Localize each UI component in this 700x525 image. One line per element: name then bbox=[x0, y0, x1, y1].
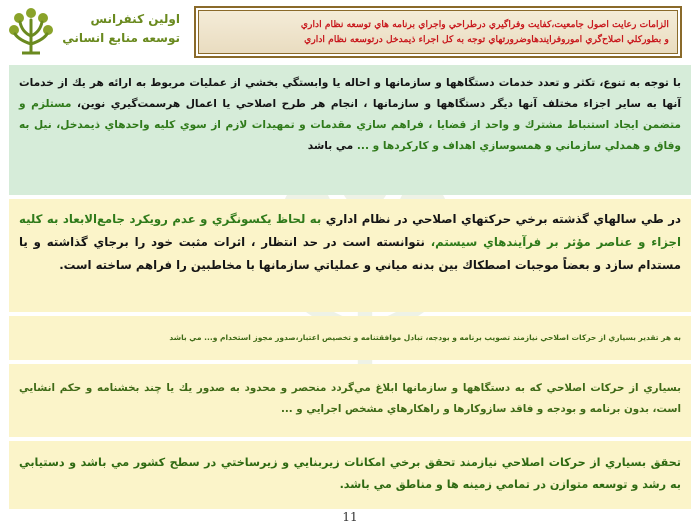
page-number: 11 bbox=[342, 510, 358, 524]
panel2-text-b: به لحاظ يكسونگري و عدم رويكرد جامع‌الابعاد به كليه اجزاء و عناصر مؤثر بر فرآيندهاي سيستم، bbox=[19, 212, 681, 249]
panel5-text: تحقق بسياري از حركات اصلاحي نيازمند تحقق برخي امكانات زيربنايي و زيرساختي در سطح كشور مي باشد و دستيابي به رشد و توسعه متوازن در تمامي زمينه ها و مناطق مي باشد. bbox=[19, 456, 681, 491]
panel1-text-b: مستلزم و متضمن ايجاد استنباط مشترك و واحد از قضايا ، فراهم سازي مقدمات و تمهيدات لازم از سوي كليه واحدهاي ذيمدخل، نيل به وفاق و همدلي سازماني و همسوسازي اهداف و كاركردها و ... bbox=[19, 98, 681, 152]
panel-budget-approval bbox=[9, 316, 691, 360]
tree-logo-icon bbox=[8, 6, 54, 56]
conference-line-2: توسعه منابع انساني bbox=[62, 31, 180, 45]
header bbox=[0, 0, 700, 62]
panel2-text-a: در طي سالهاي گذشته برخي حركتهاي اصلاحي در نظام اداري bbox=[325, 212, 681, 226]
panel3-text: به هر تقدير بسياري از حركات اصلاحي نيازمند تصويب برنامه و بودجه، تبادل موافقتنامه و تخصيص اعتبار،صدور مجوز استخدام و... مي باشد bbox=[169, 333, 681, 342]
panel-infrastructure bbox=[9, 441, 691, 509]
title-line-2: و بطوركلي اصلاح‌گري اموروفرايندهاوضرورتهاي توجه به كل اجراء ذيمدخل درتوسعه نظام اداري bbox=[304, 34, 669, 45]
panel-past-reforms bbox=[9, 199, 691, 312]
panel2-text-c: نتوانسته است در حد انتظار ، اثرات مثبت خود را برجاي گذاشته و يا مستدام سازد و بعضاً موجبات اصطكاك بين بدنه مياني و عملياتي سازمانها با مخاطبين را فراهم ساخته است. bbox=[19, 235, 681, 272]
slide-title bbox=[198, 10, 678, 54]
title-frame bbox=[194, 6, 682, 58]
panel-comprehensiveness bbox=[9, 65, 691, 195]
panel4-text: بسياري از حركات اصلاحي كه به دستگاهها و سازمانها ابلاغ مي‌گردد منحصر و محدود به صدور يك يا چند بخشنامه و حكم انشايي است، بدون برنامه و بودجه و فاقد سازوكارها و راهكارهاي مشخص اجرايي و ... bbox=[19, 382, 681, 415]
panel-circulars bbox=[9, 364, 691, 437]
conference-line-1: اولين كنفرانس bbox=[90, 12, 180, 26]
panel1-text-a: با توجه به تنوع، تكثر و تعدد خدمات دستگاهها و سازمانها و احاله يا وابستگي بخشي از عمليات مربوط به ارائه هر يك از خدمات آنها به ساير اجزاء مختلف آنها ديگر دستگاهها و سازمانها ، انجام هر طرح اصلاحي يا اعمال هرسمت‌گيري نوين، bbox=[19, 77, 681, 110]
conference-name bbox=[62, 10, 180, 48]
title-line-1: الزامات رعايت اصول جامعيت،كفايت وفراگيري درطراحي واجراي برنامه هاي توسعه نظام اداري bbox=[300, 19, 669, 30]
panel1-text-c: مي باشد bbox=[307, 140, 354, 152]
